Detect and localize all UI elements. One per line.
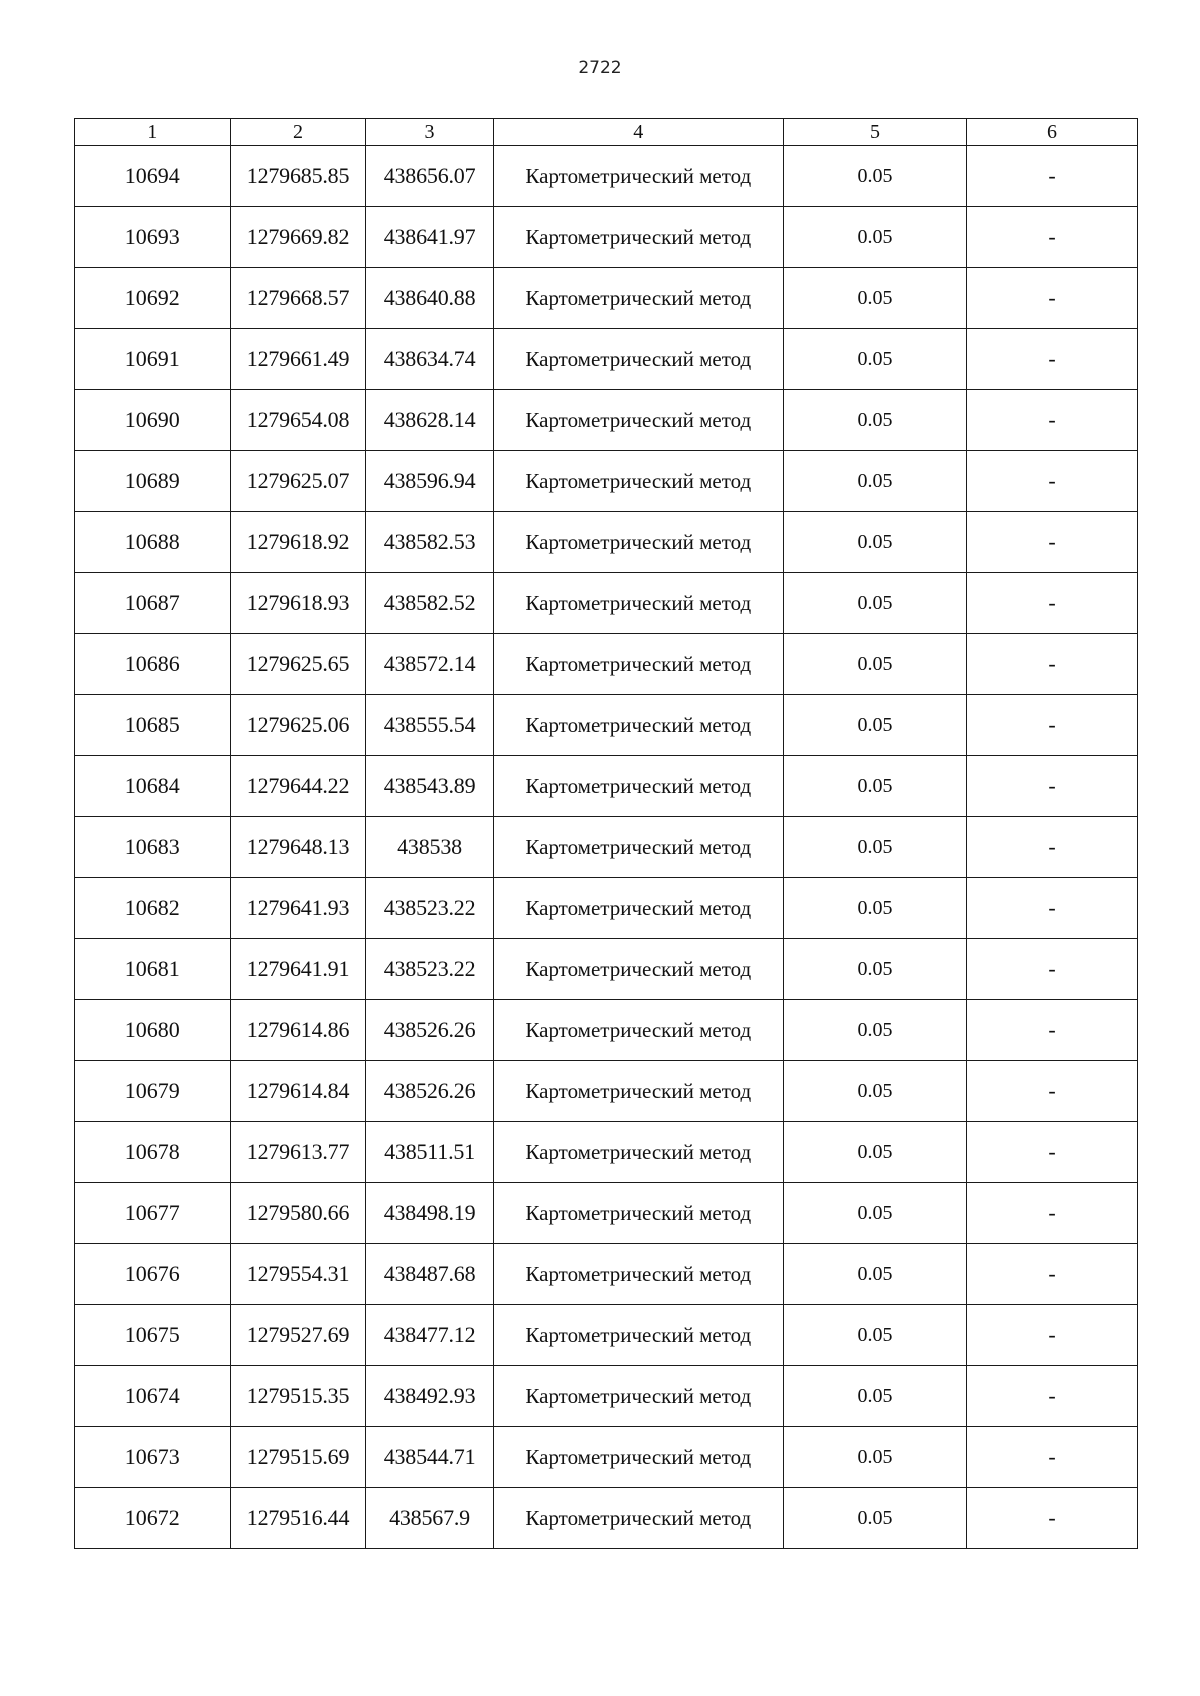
x-coordinate-cell: 1279515.69 <box>230 1427 366 1488</box>
method-cell: Картометрический метод <box>493 390 783 451</box>
table-body <box>75 146 1138 1549</box>
y-coordinate-cell: 438640.88 <box>366 268 493 329</box>
accuracy-cell: 0.05 <box>784 1366 967 1427</box>
table-row <box>75 1122 1138 1183</box>
method-cell: Картометрический метод <box>493 1366 783 1427</box>
point-number-cell: 10690 <box>75 390 231 451</box>
x-coordinate-cell: 1279685.85 <box>230 146 366 207</box>
y-coordinate-cell: 438511.51 <box>366 1122 493 1183</box>
point-number-cell: 10672 <box>75 1488 231 1549</box>
note-cell: - <box>967 1000 1138 1061</box>
method-cell: Картометрический метод <box>493 1122 783 1183</box>
note-cell: - <box>967 1427 1138 1488</box>
method-cell: Картометрический метод <box>493 1244 783 1305</box>
table-row <box>75 329 1138 390</box>
accuracy-cell: 0.05 <box>784 634 967 695</box>
method-cell: Картометрический метод <box>493 451 783 512</box>
x-coordinate-cell: 1279580.66 <box>230 1183 366 1244</box>
method-cell: Картометрический метод <box>493 756 783 817</box>
point-number-cell: 10687 <box>75 573 231 634</box>
x-coordinate-cell: 1279661.49 <box>230 329 366 390</box>
accuracy-cell: 0.05 <box>784 146 967 207</box>
point-number-cell: 10694 <box>75 146 231 207</box>
note-cell: - <box>967 1122 1138 1183</box>
x-coordinate-cell: 1279614.84 <box>230 1061 366 1122</box>
y-coordinate-cell: 438523.22 <box>366 878 493 939</box>
note-cell: - <box>967 512 1138 573</box>
y-coordinate-cell: 438498.19 <box>366 1183 493 1244</box>
x-coordinate-cell: 1279644.22 <box>230 756 366 817</box>
table-row <box>75 451 1138 512</box>
x-coordinate-cell: 1279516.44 <box>230 1488 366 1549</box>
method-cell: Картометрический метод <box>493 207 783 268</box>
note-cell: - <box>967 1366 1138 1427</box>
header-cell: 3 <box>366 119 493 146</box>
method-cell: Картометрический метод <box>493 329 783 390</box>
method-cell: Картометрический метод <box>493 634 783 695</box>
table-row <box>75 146 1138 207</box>
x-coordinate-cell: 1279614.86 <box>230 1000 366 1061</box>
method-cell: Картометрический метод <box>493 1488 783 1549</box>
y-coordinate-cell: 438523.22 <box>366 939 493 1000</box>
point-number-cell: 10674 <box>75 1366 231 1427</box>
note-cell: - <box>967 817 1138 878</box>
note-cell: - <box>967 695 1138 756</box>
table-row <box>75 1488 1138 1549</box>
point-number-cell: 10686 <box>75 634 231 695</box>
note-cell: - <box>967 390 1138 451</box>
method-cell: Картометрический метод <box>493 1183 783 1244</box>
y-coordinate-cell: 438544.71 <box>366 1427 493 1488</box>
x-coordinate-cell: 1279641.93 <box>230 878 366 939</box>
page-number: 2722 <box>578 58 622 78</box>
header-cell: 4 <box>493 119 783 146</box>
table-row <box>75 756 1138 817</box>
point-number-cell: 10679 <box>75 1061 231 1122</box>
table-row <box>75 878 1138 939</box>
y-coordinate-cell: 438641.97 <box>366 207 493 268</box>
x-coordinate-cell: 1279669.82 <box>230 207 366 268</box>
y-coordinate-cell: 438572.14 <box>366 634 493 695</box>
y-coordinate-cell: 438567.9 <box>366 1488 493 1549</box>
table-row <box>75 268 1138 329</box>
note-cell: - <box>967 146 1138 207</box>
method-cell: Картометрический метод <box>493 1000 783 1061</box>
y-coordinate-cell: 438596.94 <box>366 451 493 512</box>
x-coordinate-cell: 1279668.57 <box>230 268 366 329</box>
note-cell: - <box>967 207 1138 268</box>
note-cell: - <box>967 939 1138 1000</box>
method-cell: Картометрический метод <box>493 146 783 207</box>
note-cell: - <box>967 1061 1138 1122</box>
accuracy-cell: 0.05 <box>784 268 967 329</box>
x-coordinate-cell: 1279527.69 <box>230 1305 366 1366</box>
method-cell: Картометрический метод <box>493 939 783 1000</box>
accuracy-cell: 0.05 <box>784 756 967 817</box>
y-coordinate-cell: 438555.54 <box>366 695 493 756</box>
table-row <box>75 1183 1138 1244</box>
accuracy-cell: 0.05 <box>784 1061 967 1122</box>
y-coordinate-cell: 438582.53 <box>366 512 493 573</box>
accuracy-cell: 0.05 <box>784 1183 967 1244</box>
point-number-cell: 10688 <box>75 512 231 573</box>
note-cell: - <box>967 1244 1138 1305</box>
table-header <box>75 119 1138 146</box>
table-row <box>75 512 1138 573</box>
accuracy-cell: 0.05 <box>784 1244 967 1305</box>
y-coordinate-cell: 438543.89 <box>366 756 493 817</box>
header-cell: 6 <box>967 119 1138 146</box>
x-coordinate-cell: 1279618.93 <box>230 573 366 634</box>
point-number-cell: 10683 <box>75 817 231 878</box>
accuracy-cell: 0.05 <box>784 512 967 573</box>
accuracy-cell: 0.05 <box>784 1305 967 1366</box>
point-number-cell: 10677 <box>75 1183 231 1244</box>
note-cell: - <box>967 451 1138 512</box>
accuracy-cell: 0.05 <box>784 573 967 634</box>
note-cell: - <box>967 634 1138 695</box>
table-row <box>75 1000 1138 1061</box>
header-cell: 1 <box>75 119 231 146</box>
point-number-cell: 10691 <box>75 329 231 390</box>
header-row <box>75 119 1138 146</box>
method-cell: Картометрический метод <box>493 817 783 878</box>
accuracy-cell: 0.05 <box>784 1000 967 1061</box>
coordinates-table <box>74 118 1138 1549</box>
y-coordinate-cell: 438656.07 <box>366 146 493 207</box>
point-number-cell: 10682 <box>75 878 231 939</box>
note-cell: - <box>967 268 1138 329</box>
accuracy-cell: 0.05 <box>784 878 967 939</box>
x-coordinate-cell: 1279625.07 <box>230 451 366 512</box>
point-number-cell: 10681 <box>75 939 231 1000</box>
accuracy-cell: 0.05 <box>784 1488 967 1549</box>
accuracy-cell: 0.05 <box>784 207 967 268</box>
method-cell: Картометрический метод <box>493 1305 783 1366</box>
table-row <box>75 573 1138 634</box>
table-row <box>75 207 1138 268</box>
x-coordinate-cell: 1279625.06 <box>230 695 366 756</box>
accuracy-cell: 0.05 <box>784 939 967 1000</box>
note-cell: - <box>967 1183 1138 1244</box>
y-coordinate-cell: 438526.26 <box>366 1000 493 1061</box>
accuracy-cell: 0.05 <box>784 329 967 390</box>
note-cell: - <box>967 878 1138 939</box>
coordinates-table-container <box>74 118 1138 1549</box>
method-cell: Картометрический метод <box>493 1061 783 1122</box>
note-cell: - <box>967 1305 1138 1366</box>
table-row <box>75 634 1138 695</box>
accuracy-cell: 0.05 <box>784 695 967 756</box>
table-row <box>75 1244 1138 1305</box>
point-number-cell: 10685 <box>75 695 231 756</box>
method-cell: Картометрический метод <box>493 1427 783 1488</box>
note-cell: - <box>967 1488 1138 1549</box>
method-cell: Картометрический метод <box>493 573 783 634</box>
point-number-cell: 10678 <box>75 1122 231 1183</box>
accuracy-cell: 0.05 <box>784 390 967 451</box>
table-row <box>75 939 1138 1000</box>
point-number-cell: 10692 <box>75 268 231 329</box>
point-number-cell: 10675 <box>75 1305 231 1366</box>
accuracy-cell: 0.05 <box>784 451 967 512</box>
x-coordinate-cell: 1279554.31 <box>230 1244 366 1305</box>
x-coordinate-cell: 1279654.08 <box>230 390 366 451</box>
point-number-cell: 10680 <box>75 1000 231 1061</box>
accuracy-cell: 0.05 <box>784 1427 967 1488</box>
accuracy-cell: 0.05 <box>784 1122 967 1183</box>
x-coordinate-cell: 1279641.91 <box>230 939 366 1000</box>
header-cell: 5 <box>784 119 967 146</box>
point-number-cell: 10689 <box>75 451 231 512</box>
accuracy-cell: 0.05 <box>784 817 967 878</box>
point-number-cell: 10673 <box>75 1427 231 1488</box>
table-row <box>75 695 1138 756</box>
y-coordinate-cell: 438492.93 <box>366 1366 493 1427</box>
x-coordinate-cell: 1279618.92 <box>230 512 366 573</box>
y-coordinate-cell: 438628.14 <box>366 390 493 451</box>
y-coordinate-cell: 438538 <box>366 817 493 878</box>
method-cell: Картометрический метод <box>493 695 783 756</box>
table-row <box>75 1366 1138 1427</box>
point-number-cell: 10684 <box>75 756 231 817</box>
y-coordinate-cell: 438526.26 <box>366 1061 493 1122</box>
table-row <box>75 390 1138 451</box>
table-row <box>75 1305 1138 1366</box>
point-number-cell: 10676 <box>75 1244 231 1305</box>
x-coordinate-cell: 1279648.13 <box>230 817 366 878</box>
y-coordinate-cell: 438634.74 <box>366 329 493 390</box>
method-cell: Картометрический метод <box>493 878 783 939</box>
y-coordinate-cell: 438582.52 <box>366 573 493 634</box>
x-coordinate-cell: 1279625.65 <box>230 634 366 695</box>
table-row <box>75 1427 1138 1488</box>
y-coordinate-cell: 438477.12 <box>366 1305 493 1366</box>
table-row <box>75 1061 1138 1122</box>
method-cell: Картометрический метод <box>493 512 783 573</box>
header-cell: 2 <box>230 119 366 146</box>
note-cell: - <box>967 573 1138 634</box>
point-number-cell: 10693 <box>75 207 231 268</box>
table-row <box>75 817 1138 878</box>
y-coordinate-cell: 438487.68 <box>366 1244 493 1305</box>
note-cell: - <box>967 329 1138 390</box>
note-cell: - <box>967 756 1138 817</box>
x-coordinate-cell: 1279515.35 <box>230 1366 366 1427</box>
x-coordinate-cell: 1279613.77 <box>230 1122 366 1183</box>
method-cell: Картометрический метод <box>493 268 783 329</box>
